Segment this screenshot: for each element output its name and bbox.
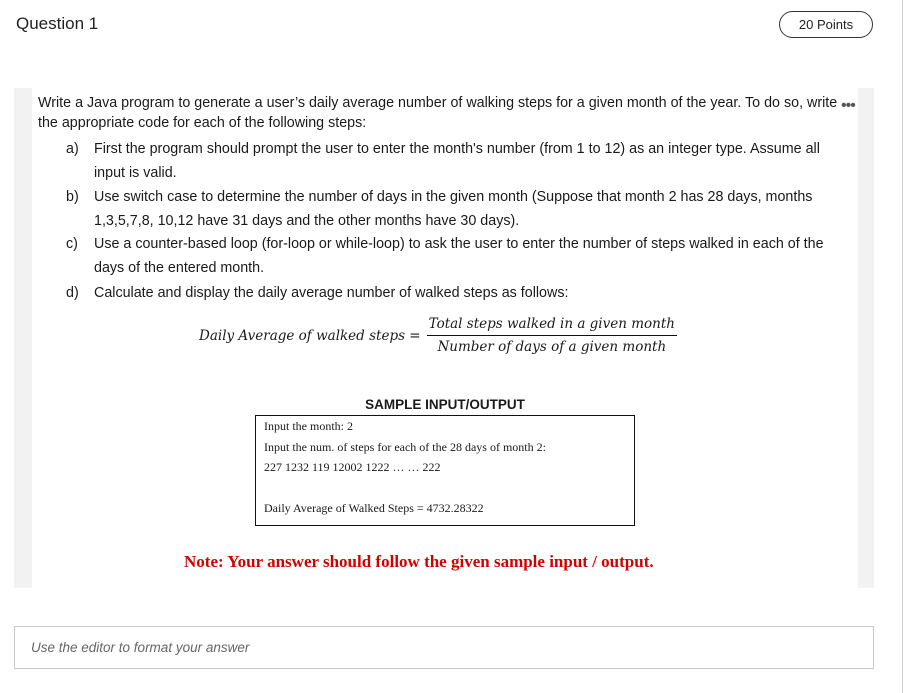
step-label: d) — [66, 285, 79, 301]
step-d — [66, 281, 866, 305]
step-label: b) — [66, 189, 79, 205]
formula-lhs: Daily Average of walked steps = — [199, 327, 421, 344]
step-text: Calculate and display the daily average number of walked steps as follows: — [94, 285, 569, 301]
sample-heading: SAMPLE INPUT/OUTPUT — [365, 397, 525, 412]
points-badge: 20 Points — [779, 11, 873, 38]
sample-line: Input the num. of steps for each of the 28 days of month 2: — [264, 440, 546, 454]
sample-line: 227 1232 119 12002 1222 … … 222 — [264, 460, 441, 474]
step-text: Use a counter-based loop (for-loop or while-loop) to ask the user to enter the number of steps walked in each of the days of the entered month. — [94, 236, 824, 276]
scrollbar-track[interactable] — [902, 0, 903, 693]
question-intro: Write a Java program to generate a user’s daily average number of walking steps for a given month of the year. To do so, write the appropriate code for each of the following steps: — [38, 95, 838, 131]
answer-note: Note: Your answer should follow the given sample input / output. — [184, 552, 654, 571]
step-label: a) — [66, 141, 79, 157]
step-c — [66, 232, 866, 280]
step-label: c) — [66, 236, 78, 252]
sample-io-box — [255, 415, 635, 526]
step-a — [66, 137, 866, 185]
step-b — [66, 185, 866, 233]
formula-denominator: Number of days of a given month — [437, 339, 667, 355]
more-options-icon[interactable]: ••• — [841, 97, 855, 114]
formula-numerator: Total steps walked in a given month — [427, 316, 677, 336]
formula-fraction — [427, 316, 677, 355]
average-formula — [199, 316, 677, 355]
sample-line: Input the month: 2 — [264, 419, 353, 433]
editor-placeholder: Use the editor to format your answer — [31, 640, 250, 655]
step-text: First the program should prompt the user to enter the month's number (from 1 to 12) as an integer type. Assume all input is valid. — [94, 141, 820, 181]
sample-line: Daily Average of Walked Steps = 4732.28322 — [264, 501, 484, 515]
question-title: Question 1 — [16, 14, 99, 33]
step-text: Use switch case to determine the number of days in the given month (Suppose that month 2 has 28 days, months 1,3,5,7,8, 10,12 have 31 days and the other months have 30 days). — [94, 189, 813, 229]
answer-editor[interactable] — [14, 626, 874, 669]
